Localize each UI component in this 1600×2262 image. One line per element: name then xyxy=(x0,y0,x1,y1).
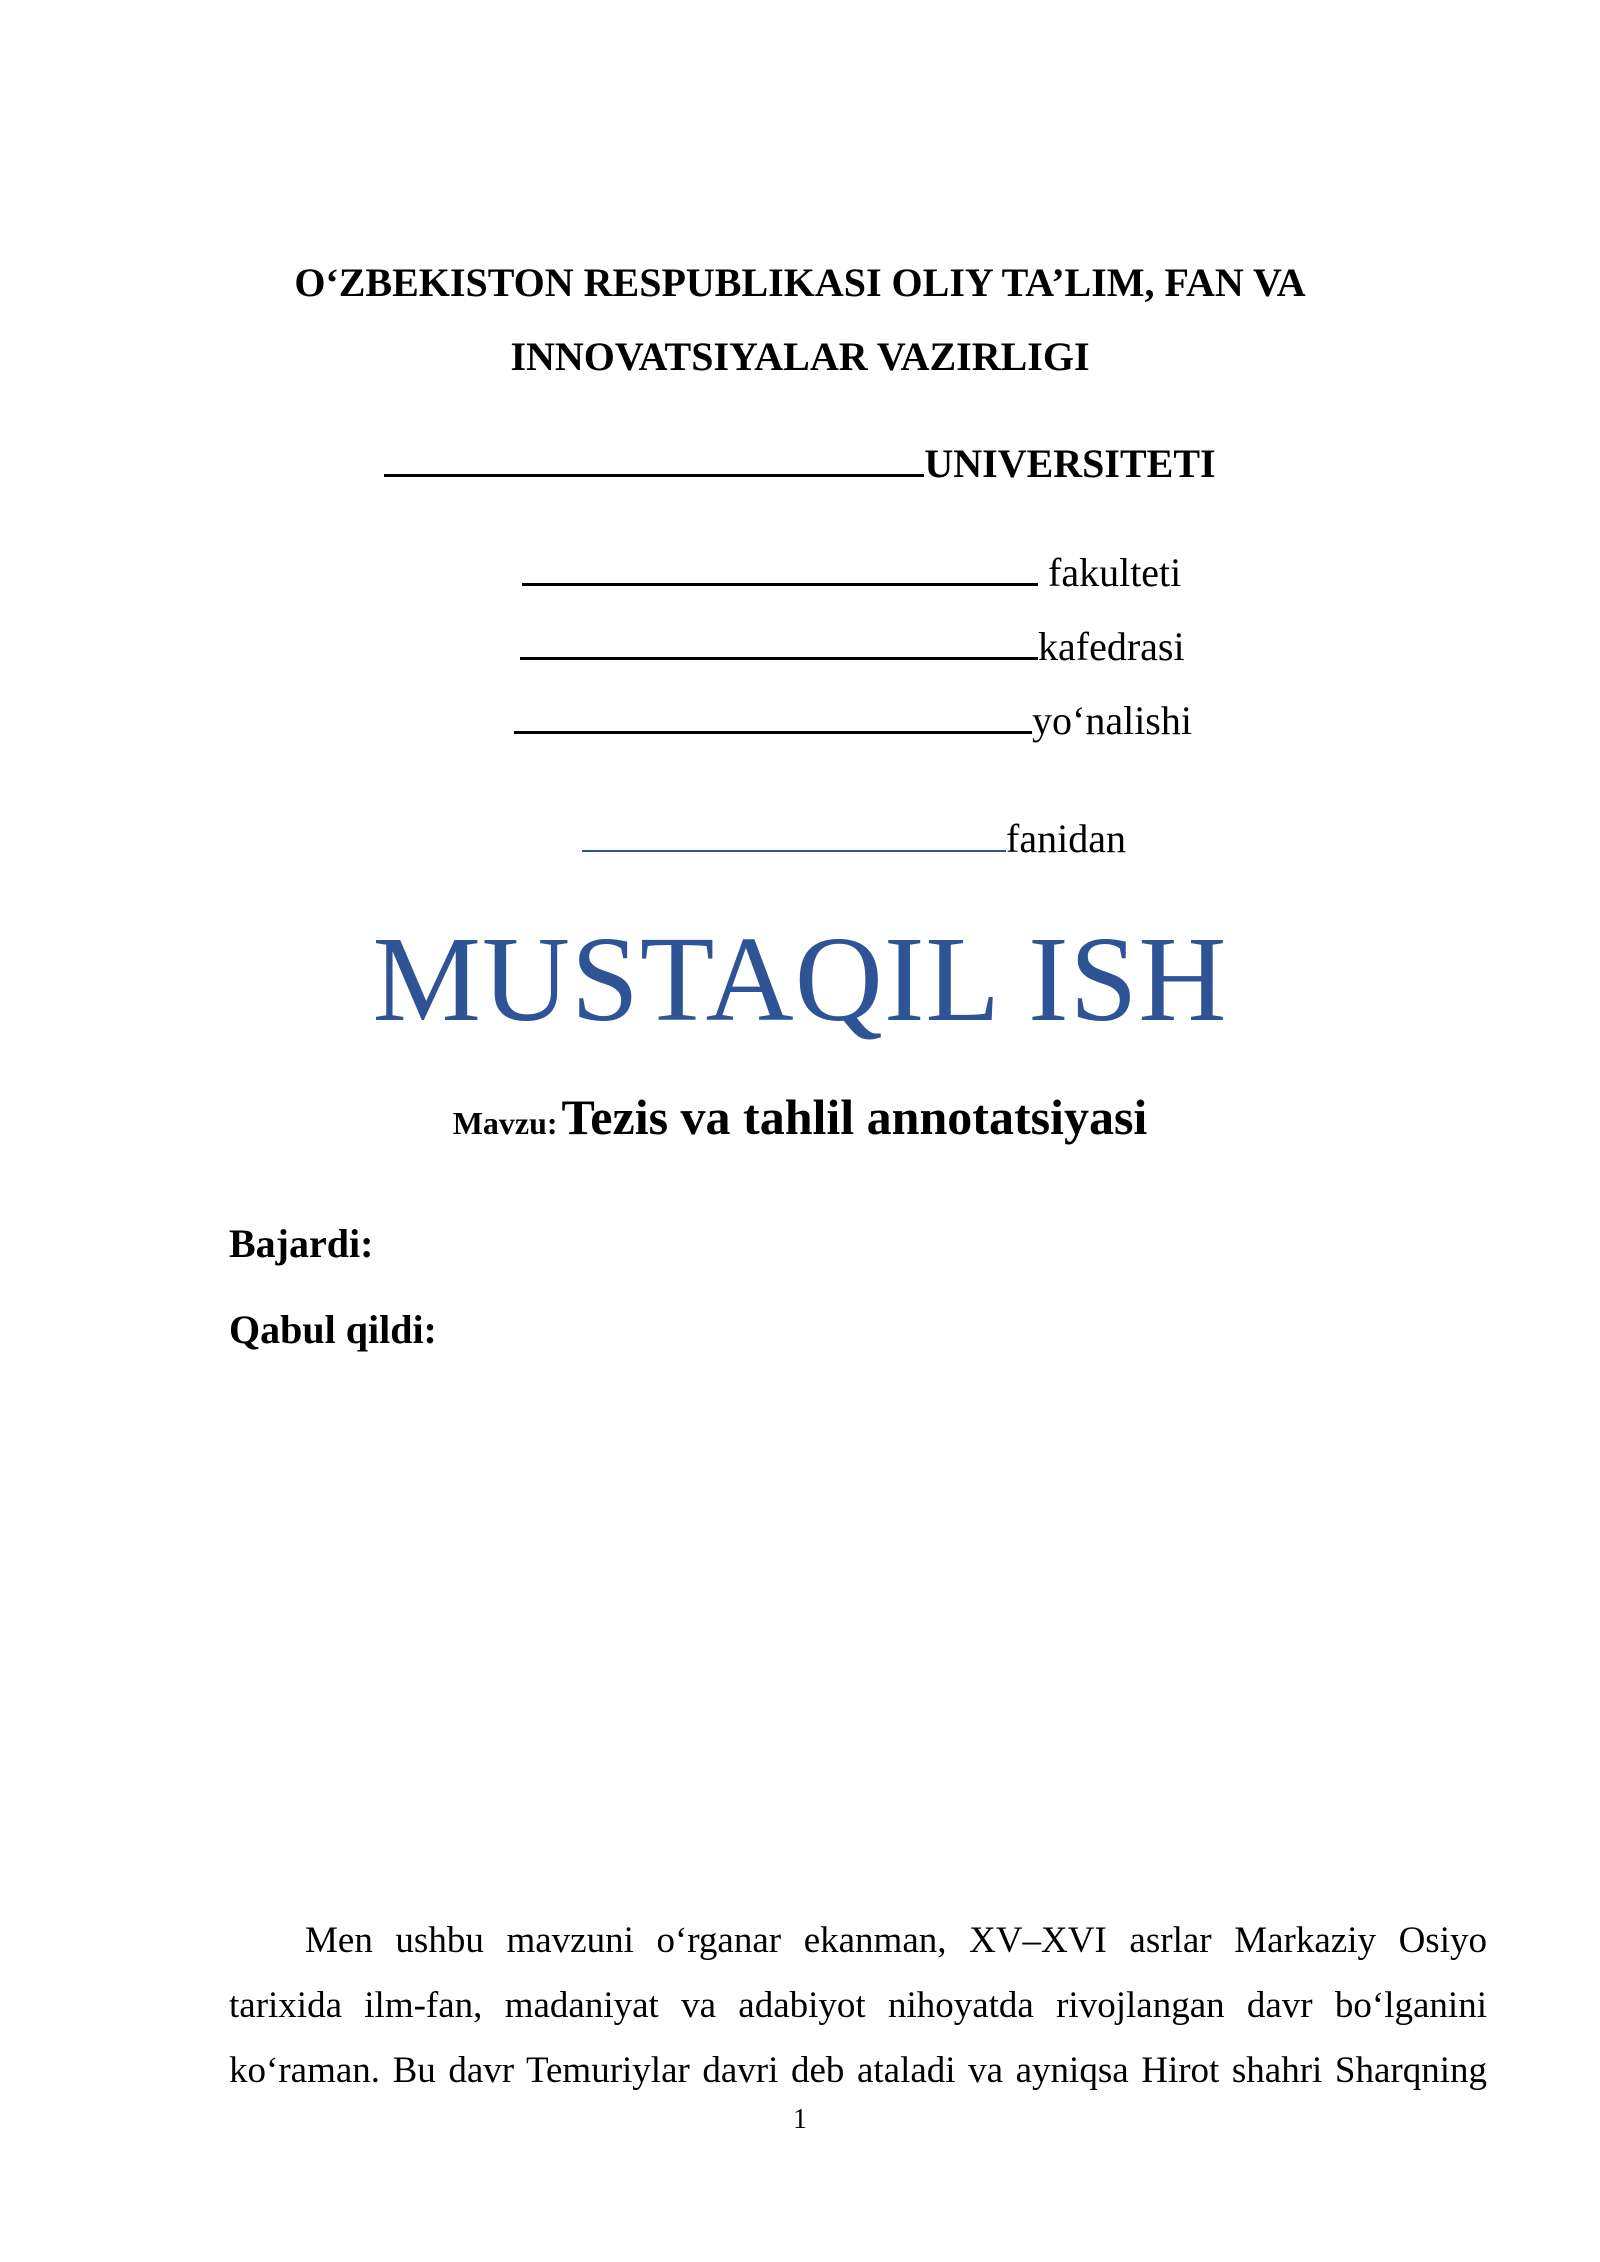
topic-label: Mavzu: xyxy=(452,1105,558,1141)
ministry-header xyxy=(0,246,1600,394)
department-suffix: kafedrasi xyxy=(1038,624,1185,669)
faculty-line xyxy=(522,549,1181,596)
faculty-suffix: fakulteti xyxy=(1038,550,1182,595)
paragraph-line-3: ko‘raman. Bu davr Temuriylar davri deb ataladi va ayniqsa Hirot shahri Sharqning xyxy=(229,2050,1487,2091)
direction-blank xyxy=(514,731,1032,734)
done-by-label: Bajardi: xyxy=(229,1221,374,1266)
paragraph-line-1: Men ushbu mavzuni o‘rganar ekanman, XV–XVI asrlar Markaziy Osiyo xyxy=(305,1920,1487,1961)
faculty-blank xyxy=(522,583,1038,586)
page-number: 1 xyxy=(793,2104,807,2135)
accepted-by-label: Qabul qildi: xyxy=(229,1307,437,1352)
ministry-line-1: O‘ZBEKISTON RESPUBLIKASI OLIY TA’LIM, FAN VA xyxy=(294,260,1306,305)
university-line xyxy=(0,440,1600,487)
ministry-line-2: INNOVATSIYALAR VAZIRLIGI xyxy=(510,334,1090,379)
subject-blank xyxy=(582,850,1006,852)
subject-line xyxy=(582,815,1126,862)
university-suffix: UNIVERSITETI xyxy=(924,441,1216,486)
direction-line xyxy=(514,697,1192,744)
topic-line xyxy=(0,1088,1600,1146)
department-line xyxy=(520,623,1185,670)
subject-suffix: fanidan xyxy=(1006,816,1126,861)
paragraph-line-2: tarixida ilm-fan, madaniyat va adabiyot nihoyatda rivojlangan davr bo‘lganini xyxy=(229,1985,1487,2026)
university-blank xyxy=(384,474,924,477)
direction-suffix: yo‘nalishi xyxy=(1032,698,1192,743)
topic-value: Tezis va tahlil annotatsiyasi xyxy=(561,1089,1148,1145)
department-blank xyxy=(520,657,1038,660)
document-title: MUSTAQIL ISH xyxy=(372,912,1228,1047)
body-paragraph xyxy=(229,1908,1487,2103)
